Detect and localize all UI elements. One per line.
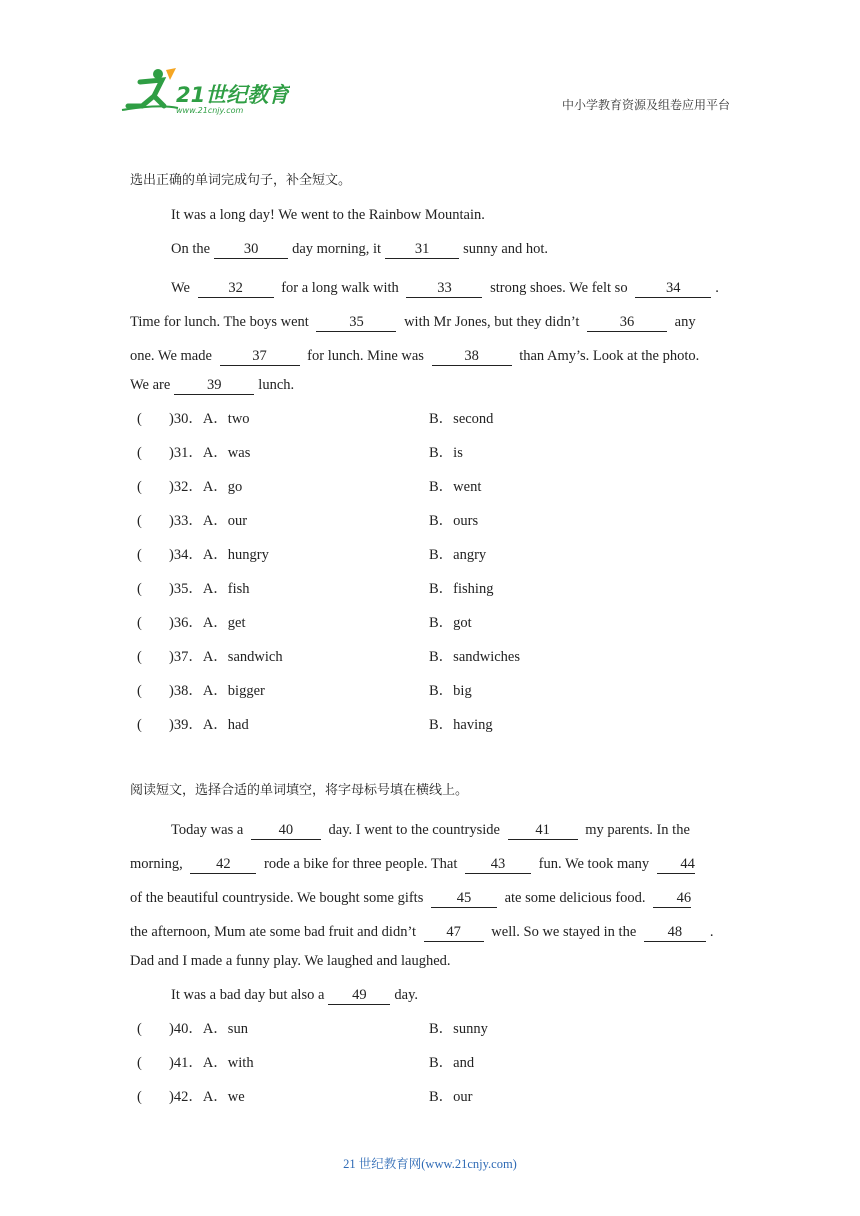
passage1-line: On the 30 day morning, it 31 sunny and hot. bbox=[171, 241, 549, 257]
section1-questions bbox=[130, 407, 732, 747]
blank-46[interactable]: 46 bbox=[653, 889, 691, 908]
question-row bbox=[130, 645, 732, 679]
footer-link[interactable]: 21 世纪教育网(www.21cnjy.com) bbox=[343, 1157, 517, 1171]
option-a: )37．A．sandwich bbox=[169, 649, 283, 665]
blank-38[interactable]: 38 bbox=[432, 347, 512, 366]
option-a: )36．A．get bbox=[169, 615, 246, 631]
blank-32[interactable]: 32 bbox=[198, 279, 274, 298]
blank-44[interactable]: 44 bbox=[657, 855, 695, 874]
answer-paren: ( bbox=[137, 717, 142, 733]
answer-paren: ( bbox=[137, 649, 142, 665]
option-a: )30．A．two bbox=[169, 411, 250, 427]
answer-paren: ( bbox=[137, 1089, 142, 1105]
section-gap bbox=[130, 747, 732, 779]
answer-paren: ( bbox=[137, 513, 142, 529]
option-b: B．and bbox=[429, 1055, 475, 1071]
option-a: )35．A．fish bbox=[169, 581, 250, 597]
option-a: )40．A．sun bbox=[169, 1021, 248, 1037]
exercise-content bbox=[130, 169, 732, 1119]
passage2-paragraph: the afternoon, Mum ate some bad fruit and didn’t 47 well. So we stayed in the 48 . bbox=[130, 924, 714, 940]
blank-48[interactable]: 48 bbox=[644, 923, 706, 942]
blank-31[interactable]: 31 bbox=[385, 240, 459, 259]
passage2-paragraph: morning, 42 rode a bike for three people. That 43 fun. We took many 44 bbox=[130, 856, 695, 872]
answer-paren: ( bbox=[137, 411, 142, 427]
question-row bbox=[130, 577, 732, 611]
blank-33[interactable]: 33 bbox=[406, 279, 482, 298]
question-row bbox=[130, 543, 732, 577]
answer-paren: ( bbox=[137, 547, 142, 563]
option-a: )38．A．bigger bbox=[169, 683, 265, 699]
passage2-paragraph: of the beautiful countryside. We bought some gifts 45 ate some delicious food. 46 bbox=[130, 890, 692, 906]
section1-instruction: 选出正确的单词完成句子，补全短文。 bbox=[130, 173, 352, 188]
blank-41[interactable]: 41 bbox=[508, 821, 578, 840]
answer-paren: ( bbox=[137, 1021, 142, 1037]
question-row bbox=[130, 611, 732, 645]
option-b: B．sandwiches bbox=[429, 649, 521, 665]
answer-paren: ( bbox=[137, 479, 142, 495]
option-a: )32．A．go bbox=[169, 479, 243, 495]
question-row bbox=[130, 509, 732, 543]
blank-30[interactable]: 30 bbox=[214, 240, 288, 259]
answer-paren: ( bbox=[137, 445, 142, 461]
blank-45[interactable]: 45 bbox=[431, 889, 497, 908]
option-b: B．went bbox=[429, 479, 482, 495]
question-row bbox=[130, 1051, 732, 1085]
section2-questions bbox=[130, 1017, 732, 1119]
question-row bbox=[130, 475, 732, 509]
blank-37[interactable]: 37 bbox=[220, 347, 300, 366]
option-b: B．ours bbox=[429, 513, 479, 529]
blank-36[interactable]: 36 bbox=[587, 313, 667, 332]
option-a: )34．A．hungry bbox=[169, 547, 269, 563]
option-b: B．our bbox=[429, 1089, 473, 1105]
passage1-paragraph: Time for lunch. The boys went 35 with Mr Jones, but they didn’t 36 any bbox=[130, 314, 696, 330]
option-a: )31．A．was bbox=[169, 445, 251, 461]
passage1-paragraph: one. We made 37 for lunch. Mine was 38 than Amy’s. Look at the photo. bbox=[130, 348, 700, 364]
option-a: )41．A．with bbox=[169, 1055, 254, 1071]
passage1-paragraph: We 32 for a long walk with 33 strong shoes. We felt so 34 . bbox=[171, 280, 719, 296]
question-row bbox=[130, 1085, 732, 1119]
section2-instruction: 阅读短文，选择合适的单词填空，将字母标号填在横线上。 bbox=[130, 783, 469, 798]
option-b: B．having bbox=[429, 717, 493, 733]
option-b: B．second bbox=[429, 411, 494, 427]
blank-43[interactable]: 43 bbox=[465, 855, 531, 874]
answer-paren: ( bbox=[137, 615, 142, 631]
blank-49[interactable]: 49 bbox=[328, 986, 390, 1005]
platform-label: 中小学教育资源及组卷应用平台 bbox=[561, 98, 730, 112]
blank-40[interactable]: 40 bbox=[251, 821, 321, 840]
answer-paren: ( bbox=[137, 683, 142, 699]
option-b: B．is bbox=[429, 445, 463, 461]
option-b: B．angry bbox=[429, 547, 487, 563]
passage2-paragraph: Today was a 40 day. I went to the countryside 41 my parents. In the bbox=[171, 822, 690, 838]
answer-paren: ( bbox=[137, 1055, 142, 1071]
option-b: B．big bbox=[429, 683, 472, 699]
passage1-line: We are 39 lunch. bbox=[130, 377, 295, 393]
blank-39[interactable]: 39 bbox=[174, 376, 254, 395]
blank-35[interactable]: 35 bbox=[316, 313, 396, 332]
option-b: B．fishing bbox=[429, 581, 494, 597]
option-b: B．sunny bbox=[429, 1021, 488, 1037]
question-row bbox=[130, 1017, 732, 1051]
blank-42[interactable]: 42 bbox=[190, 855, 256, 874]
passage1-line: It was a long day! We went to the Rainbow Mountain. bbox=[171, 207, 485, 223]
option-a: )33．A．our bbox=[169, 513, 248, 529]
option-a: )39．A．had bbox=[169, 717, 249, 733]
blank-34[interactable]: 34 bbox=[635, 279, 711, 298]
blank-47[interactable]: 47 bbox=[424, 923, 484, 942]
passage2-line: Dad and I made a funny play. We laughed and laughed. bbox=[130, 953, 451, 969]
question-row bbox=[130, 679, 732, 713]
option-b: B．got bbox=[429, 615, 472, 631]
question-row bbox=[130, 713, 732, 747]
question-row bbox=[130, 441, 732, 475]
answer-paren: ( bbox=[137, 581, 142, 597]
question-row bbox=[130, 407, 732, 441]
logo-url: www.21cnjy.com bbox=[176, 106, 244, 115]
passage2-line: It was a bad day but also a 49 day. bbox=[171, 987, 419, 1003]
option-a: )42．A．we bbox=[169, 1089, 245, 1105]
logo-text: 21世纪教育 bbox=[176, 83, 290, 107]
